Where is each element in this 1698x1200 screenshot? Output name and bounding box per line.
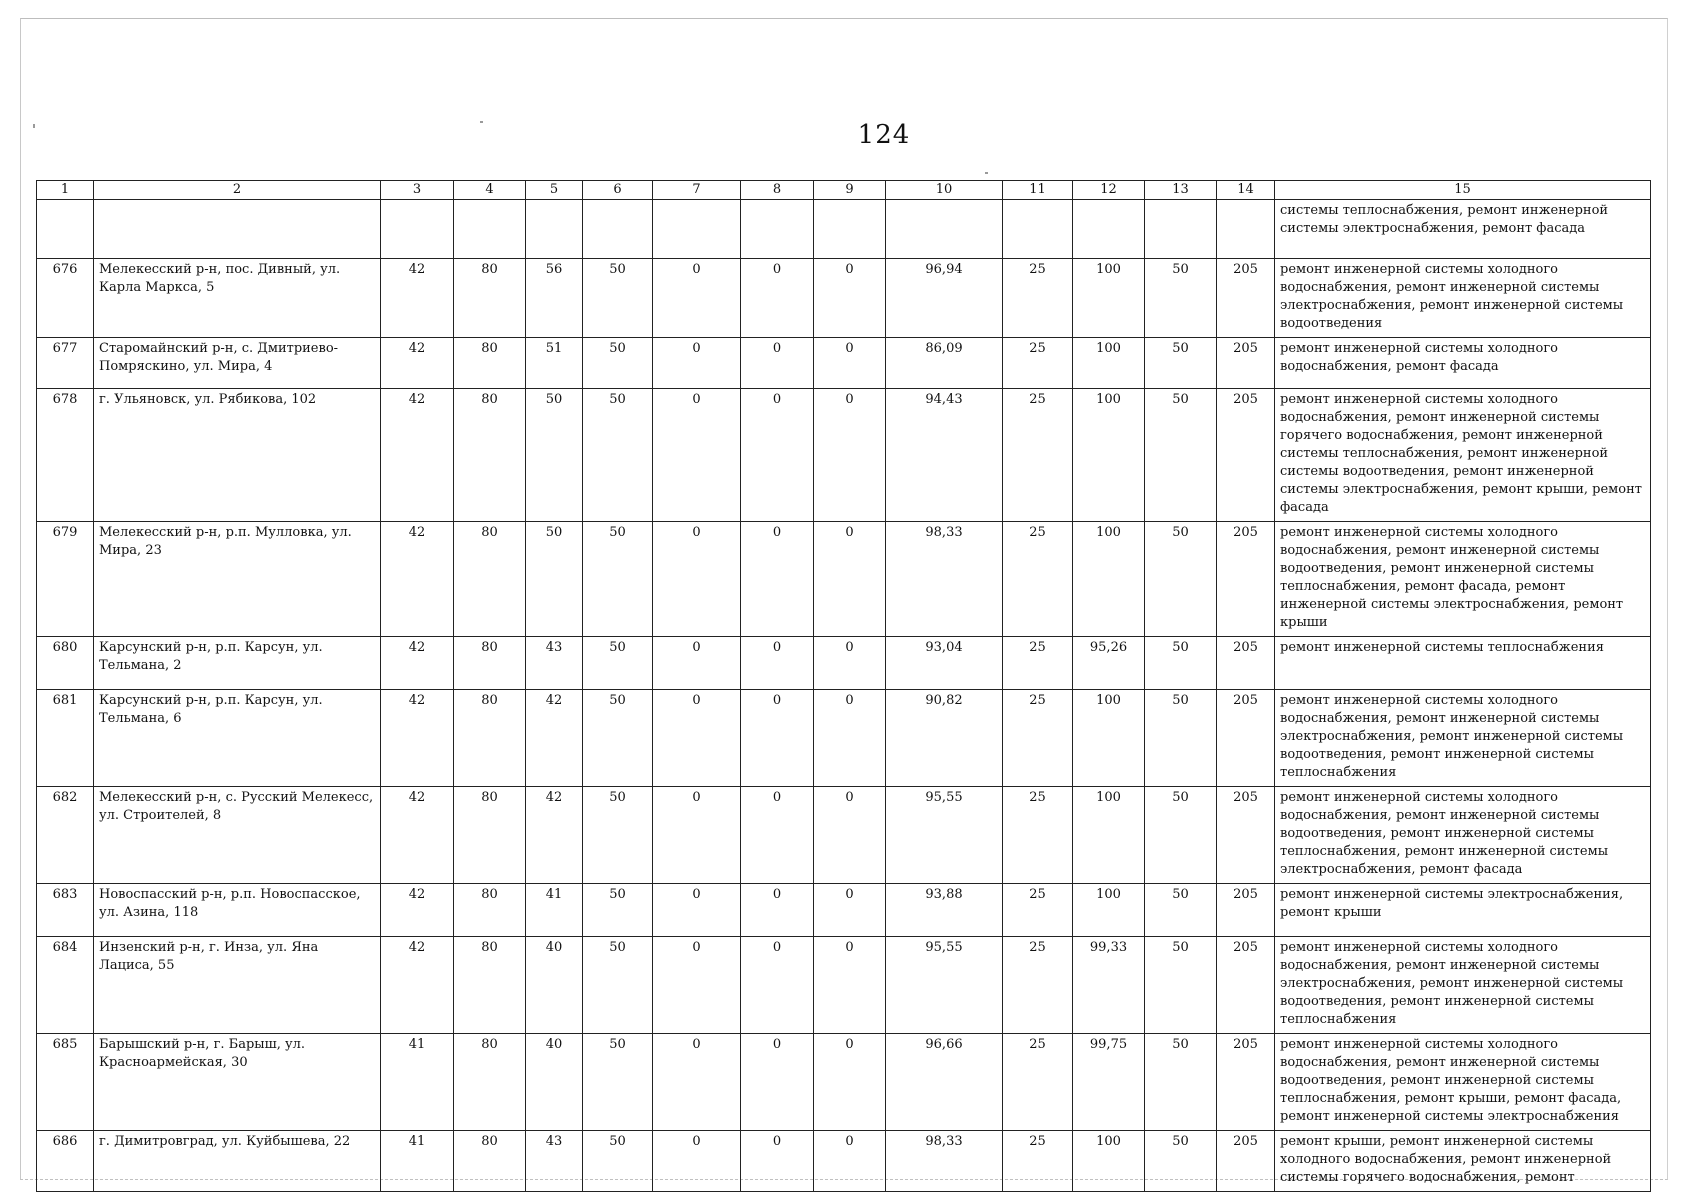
cell-c5: 43 [526,637,583,690]
header-row [37,181,1651,200]
header-cell-9: 9 [814,181,886,200]
cell-c9: 0 [814,522,886,637]
cell-c7: 0 [653,389,741,522]
cell-c6: 50 [583,937,653,1034]
cell-c14 [1217,200,1275,259]
cell-num: 677 [37,338,94,389]
table-row [37,787,1651,884]
cell-c7: 0 [653,259,741,338]
cell-num: 678 [37,389,94,522]
cell-c4: 80 [454,690,526,787]
cell-address: Новоспасский р-н, р.п. Новоспасское, ул. Азина, 118 [94,884,381,937]
cell-c13: 50 [1145,884,1217,937]
cell-c11: 25 [1003,338,1073,389]
cell-address: Старомайнский р-н, с. Дмитриево-Помряскино, ул. Мира, 4 [94,338,381,389]
cell-c14: 205 [1217,690,1275,787]
cell-c9: 0 [814,787,886,884]
cell-c9: 0 [814,1034,886,1131]
cell-works: ремонт инженерной системы холодного водоснабжения, ремонт инженерной системы водоотведения, ремонт инженерной системы теплоснабжения, ремонт фасада, ремонт инженерной системы электроснабжения, ремонт крыши [1275,522,1651,637]
cell-c6: 50 [583,884,653,937]
cell-c3: 42 [381,690,454,787]
cell-c14: 205 [1217,1034,1275,1131]
cell-num: 685 [37,1034,94,1131]
cell-c9: 0 [814,937,886,1034]
header-cell-6: 6 [583,181,653,200]
cell-num: 681 [37,690,94,787]
cell-num: 679 [37,522,94,637]
cell-c14: 205 [1217,1131,1275,1192]
cell-c9: 0 [814,259,886,338]
cell-address: Карсунский р-н, р.п. Карсун, ул. Тельмана, 2 [94,637,381,690]
cell-c5: 50 [526,522,583,637]
cell-c13: 50 [1145,787,1217,884]
header-cell-15: 15 [1275,181,1651,200]
cell-c7: 0 [653,937,741,1034]
cell-works: ремонт инженерной системы холодного водоснабжения, ремонт инженерной системы водоотведения, ремонт инженерной системы теплоснабжения, ремонт крыши, ремонт фасада, ремонт инженерной системы электроснабжения [1275,1034,1651,1131]
cell-c6: 50 [583,522,653,637]
cell-c6: 50 [583,259,653,338]
cell-c14: 205 [1217,884,1275,937]
cell-c7: 0 [653,787,741,884]
cell-c13: 50 [1145,259,1217,338]
cell-address: г. Ульяновск, ул. Рябикова, 102 [94,389,381,522]
cell-c5: 42 [526,787,583,884]
cell-c13: 50 [1145,389,1217,522]
cell-num: 680 [37,637,94,690]
cell-address: Карсунский р-н, р.п. Карсун, ул. Тельмана, 6 [94,690,381,787]
cell-c6: 50 [583,637,653,690]
cell-num: 682 [37,787,94,884]
repair-table [36,180,1651,1192]
cell-c14: 205 [1217,522,1275,637]
header-cell-3: 3 [381,181,454,200]
cell-c3: 42 [381,884,454,937]
cell-c9: 0 [814,389,886,522]
cell-c14: 205 [1217,259,1275,338]
cell-c8: 0 [741,937,814,1034]
cell-c4 [454,200,526,259]
table-row-continuation [37,200,1651,259]
cell-address: г. Димитровград, ул. Куйбышева, 22 [94,1131,381,1192]
cell-c8 [741,200,814,259]
cell-c8: 0 [741,389,814,522]
header-cell-7: 7 [653,181,741,200]
cell-c4: 80 [454,1034,526,1131]
cell-c8: 0 [741,259,814,338]
header-cell-2: 2 [94,181,381,200]
cell-c9: 0 [814,1131,886,1192]
header-cell-5: 5 [526,181,583,200]
cell-works: системы теплоснабжения, ремонт инженерной системы электроснабжения, ремонт фасада [1275,200,1651,259]
cell-c12: 100 [1073,522,1145,637]
cell-c8: 0 [741,338,814,389]
cell-c11: 25 [1003,522,1073,637]
cell-c13: 50 [1145,637,1217,690]
cell-c3: 42 [381,787,454,884]
cell-c14: 205 [1217,389,1275,522]
cell-c3: 41 [381,1034,454,1131]
cell-c7: 0 [653,338,741,389]
cell-c3: 42 [381,637,454,690]
cell-address: Барышский р-н, г. Барыш, ул. Красноармейская, 30 [94,1034,381,1131]
cell-c5: 43 [526,1131,583,1192]
scan-speck [985,172,988,174]
cell-c3: 41 [381,1131,454,1192]
cell-c11: 25 [1003,259,1073,338]
cell-c14: 205 [1217,787,1275,884]
header-cell-14: 14 [1217,181,1275,200]
cell-c4: 80 [454,637,526,690]
cell-c11: 25 [1003,1034,1073,1131]
cell-c11: 25 [1003,1131,1073,1192]
cell-c4: 80 [454,787,526,884]
cell-c7: 0 [653,637,741,690]
cell-works: ремонт инженерной системы холодного водоснабжения, ремонт инженерной системы электроснабжения, ремонт инженерной системы водоотведения [1275,259,1651,338]
cell-c9 [814,200,886,259]
cell-address: Мелекесский р-н, с. Русский Мелекесс, ул. Строителей, 8 [94,787,381,884]
cell-address: Инзенский р-н, г. Инза, ул. Яна Лациса, 55 [94,937,381,1034]
cell-c10: 93,04 [886,637,1003,690]
cell-c4: 80 [454,884,526,937]
header-cell-13: 13 [1145,181,1217,200]
cell-c9: 0 [814,690,886,787]
cell-c3: 42 [381,937,454,1034]
cell-c13: 50 [1145,937,1217,1034]
cell-num: 683 [37,884,94,937]
cell-address: Мелекесский р-н, р.п. Мулловка, ул. Мира, 23 [94,522,381,637]
cell-num: 684 [37,937,94,1034]
cell-c11: 25 [1003,690,1073,787]
cell-c7: 0 [653,690,741,787]
cell-num: 676 [37,259,94,338]
table-row [37,637,1651,690]
cell-c3: 42 [381,338,454,389]
cell-c5: 41 [526,884,583,937]
cell-c8: 0 [741,637,814,690]
cell-c6: 50 [583,338,653,389]
cell-address: Мелекесский р-н, пос. Дивный, ул. Карла Маркса, 5 [94,259,381,338]
cell-c12: 100 [1073,338,1145,389]
cell-c5: 56 [526,259,583,338]
page-number: 124 [857,120,911,150]
cell-c13 [1145,200,1217,259]
cell-c10: 98,33 [886,522,1003,637]
cell-c13: 50 [1145,1034,1217,1131]
header-cell-1: 1 [37,181,94,200]
cell-c5: 51 [526,338,583,389]
cell-works: ремонт инженерной системы теплоснабжения [1275,637,1651,690]
table-row [37,1034,1651,1131]
cell-works: ремонт инженерной системы холодного водоснабжения, ремонт фасада [1275,338,1651,389]
cell-c7: 0 [653,522,741,637]
cell-c8: 0 [741,690,814,787]
cell-c4: 80 [454,338,526,389]
cell-c11: 25 [1003,637,1073,690]
cell-c6: 50 [583,787,653,884]
header-cell-8: 8 [741,181,814,200]
cell-c4: 80 [454,937,526,1034]
cell-c10: 96,94 [886,259,1003,338]
cell-num: 686 [37,1131,94,1192]
cell-c5: 50 [526,389,583,522]
cell-c6: 50 [583,690,653,787]
cell-c13: 50 [1145,522,1217,637]
cell-c3: 42 [381,522,454,637]
cell-c3 [381,200,454,259]
cell-works: ремонт инженерной системы электроснабжения, ремонт крыши [1275,884,1651,937]
table-body [37,200,1651,1192]
cell-c4: 80 [454,522,526,637]
cell-c3: 42 [381,259,454,338]
cell-c10: 86,09 [886,338,1003,389]
cell-c10: 95,55 [886,787,1003,884]
cell-c3: 42 [381,389,454,522]
cell-c5: 40 [526,1034,583,1131]
cell-c13: 50 [1145,338,1217,389]
cell-c11: 25 [1003,787,1073,884]
cell-c8: 0 [741,522,814,637]
cell-c5: 42 [526,690,583,787]
cell-c10: 94,43 [886,389,1003,522]
cell-c13: 50 [1145,1131,1217,1192]
header-cell-10: 10 [886,181,1003,200]
cell-num [37,200,94,259]
table-row [37,884,1651,937]
cell-c14: 205 [1217,637,1275,690]
cell-address [94,200,381,259]
cell-c5 [526,200,583,259]
cell-c9: 0 [814,338,886,389]
cell-c10: 93,88 [886,884,1003,937]
header-cell-11: 11 [1003,181,1073,200]
cell-c11: 25 [1003,937,1073,1034]
cell-c12 [1073,200,1145,259]
cell-works: ремонт инженерной системы холодного водоснабжения, ремонт инженерной системы электроснабжения, ремонт инженерной системы водоотведения, ремонт инженерной системы теплоснабжения [1275,690,1651,787]
cell-c7 [653,200,741,259]
table-row [37,522,1651,637]
cell-c4: 80 [454,389,526,522]
cell-c8: 0 [741,1034,814,1131]
table-row [37,937,1651,1034]
cell-c10: 96,66 [886,1034,1003,1131]
cell-c10: 90,82 [886,690,1003,787]
cell-c12: 100 [1073,1131,1145,1192]
cell-c8: 0 [741,1131,814,1192]
cell-c11: 25 [1003,884,1073,937]
cell-c5: 40 [526,937,583,1034]
cell-c4: 80 [454,259,526,338]
cell-c9: 0 [814,884,886,937]
cell-c6: 50 [583,389,653,522]
cell-c11 [1003,200,1073,259]
cell-works: ремонт инженерной системы холодного водоснабжения, ремонт инженерной системы электроснабжения, ремонт инженерной системы водоотведения, ремонт инженерной системы теплоснабжения [1275,937,1651,1034]
cell-c10 [886,200,1003,259]
cell-works: ремонт инженерной системы холодного водоснабжения, ремонт инженерной системы водоотведения, ремонт инженерной системы теплоснабжения, ремонт инженерной системы электроснабжения, ремонт фасада [1275,787,1651,884]
cell-c8: 0 [741,787,814,884]
cell-c7: 0 [653,1131,741,1192]
table-row [37,389,1651,522]
cell-c7: 0 [653,884,741,937]
cell-works: ремонт крыши, ремонт инженерной системы холодного водоснабжения, ремонт инженерной системы горячего водоснабжения, ремонт [1275,1131,1651,1192]
cell-works: ремонт инженерной системы холодного водоснабжения, ремонт инженерной системы горячего водоснабжения, ремонт инженерной системы теплоснабжения, ремонт инженерной системы водоотведения, ремонт инженерной системы электроснабжения, ремонт крыши, ремонт фасада [1275,389,1651,522]
table-row [37,1131,1651,1192]
cell-c6: 50 [583,1131,653,1192]
cell-c7: 0 [653,1034,741,1131]
cell-c8: 0 [741,884,814,937]
cell-c12: 100 [1073,787,1145,884]
cell-c9: 0 [814,637,886,690]
cell-c12: 99,75 [1073,1034,1145,1131]
cell-c12: 99,33 [1073,937,1145,1034]
cell-c6: 50 [583,1034,653,1131]
header-cell-4: 4 [454,181,526,200]
cell-c12: 100 [1073,389,1145,522]
table-row [37,690,1651,787]
cell-c12: 95,26 [1073,637,1145,690]
header-cell-12: 12 [1073,181,1145,200]
cell-c12: 100 [1073,690,1145,787]
cell-c13: 50 [1145,690,1217,787]
cell-c6 [583,200,653,259]
table-row [37,338,1651,389]
table-row [37,259,1651,338]
cell-c12: 100 [1073,884,1145,937]
cell-c10: 95,55 [886,937,1003,1034]
cell-c10: 98,33 [886,1131,1003,1192]
cell-c4: 80 [454,1131,526,1192]
cell-c14: 205 [1217,338,1275,389]
cell-c11: 25 [1003,389,1073,522]
cell-c14: 205 [1217,937,1275,1034]
cell-c12: 100 [1073,259,1145,338]
